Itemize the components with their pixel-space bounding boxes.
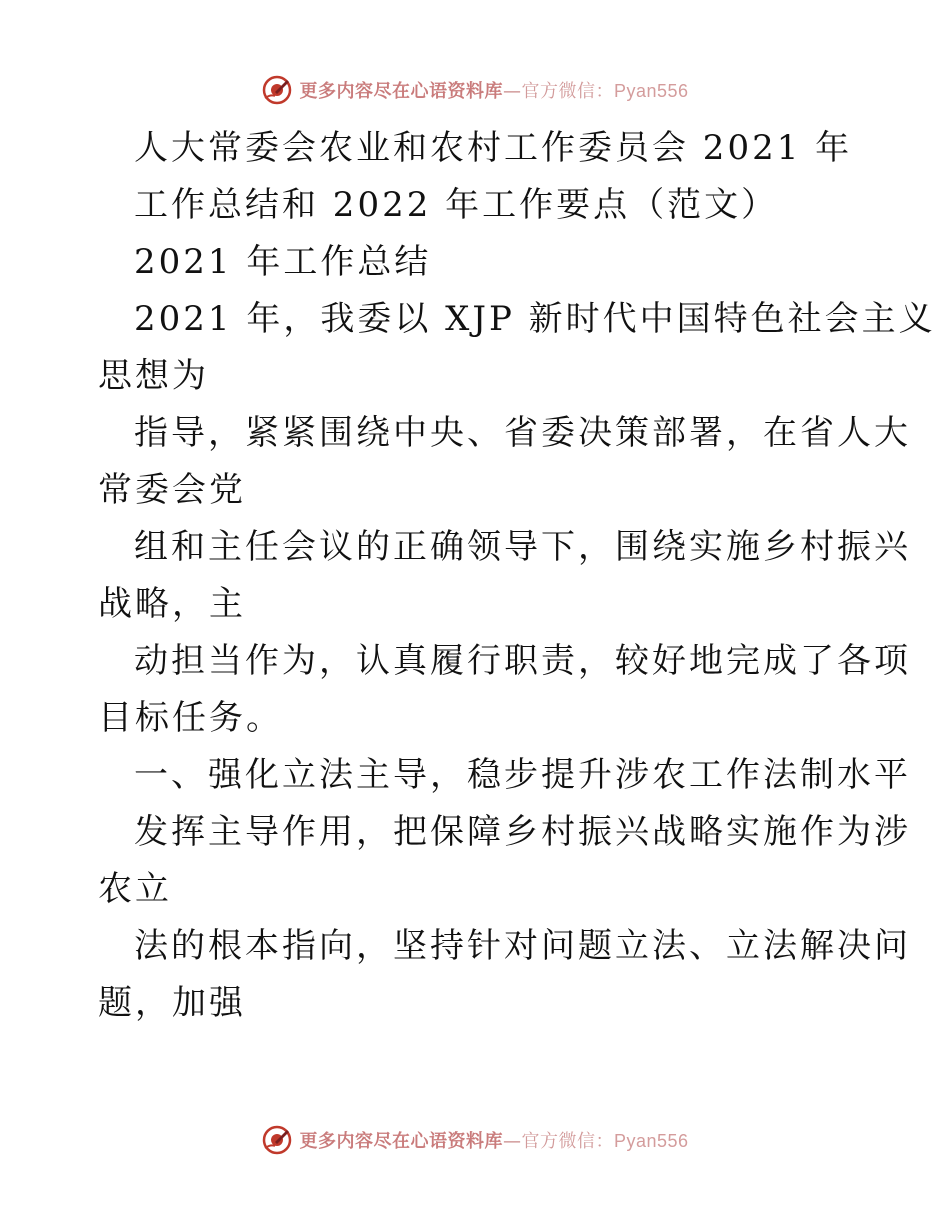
watermark-separator: — <box>502 81 522 102</box>
paragraph-line: 法的根本指向，坚持针对问题立法、立法解决问 <box>134 926 911 966</box>
pen-nib-logo-icon <box>261 74 293 106</box>
title-line-2: 工作总结和 2022 年工作要点（范文） <box>134 185 779 225</box>
paragraph-line: 指导，紧紧围绕中央、省委决策部署，在省人大 <box>134 413 911 453</box>
watermark-main: 更多内容尽在心语资料库 <box>299 1131 503 1152</box>
document-body <box>98 120 936 1032</box>
watermark-wechat-label: 官方微信： <box>521 1131 614 1152</box>
paragraph-line: 常委会党 <box>98 470 246 510</box>
paragraph-line: 发挥主导作用，把保障乡村振兴战略实施作为涉 <box>134 812 911 852</box>
watermark-account: Pyan556 <box>613 1131 689 1151</box>
paragraph-line: 农立 <box>98 869 172 909</box>
paragraph-line: 题，加强 <box>98 983 246 1023</box>
watermark-group <box>261 74 688 106</box>
paragraph-line: 2021 年，我委以 XJP 新时代中国特色社会主义 <box>134 299 936 339</box>
paragraph-line: 目标任务。 <box>98 698 283 738</box>
watermark-wechat-label: 官方微信： <box>521 81 614 102</box>
pen-nib-logo-icon <box>261 1124 293 1156</box>
watermark-main: 更多内容尽在心语资料库 <box>299 81 503 102</box>
paragraph-line: 战略，主 <box>98 584 246 624</box>
watermark-text <box>299 77 688 103</box>
section-heading: 2021 年工作总结 <box>134 242 432 282</box>
title-line-1: 人大常委会农业和农村工作委员会 2021 年 <box>134 128 853 168</box>
footer-watermark <box>0 1120 950 1160</box>
header-watermark <box>0 70 950 110</box>
watermark-text <box>299 1127 688 1153</box>
watermark-account: Pyan556 <box>613 81 689 101</box>
paragraph-line: 动担当作为，认真履行职责，较好地完成了各项 <box>134 641 911 681</box>
paragraph-line: 组和主任会议的正确领导下，围绕实施乡村振兴 <box>134 527 911 567</box>
watermark-group <box>261 1124 688 1156</box>
subsection-heading: 一、强化立法主导，稳步提升涉农工作法制水平 <box>134 755 911 795</box>
paragraph-line: 思想为 <box>98 356 209 396</box>
watermark-separator: — <box>502 1131 522 1152</box>
